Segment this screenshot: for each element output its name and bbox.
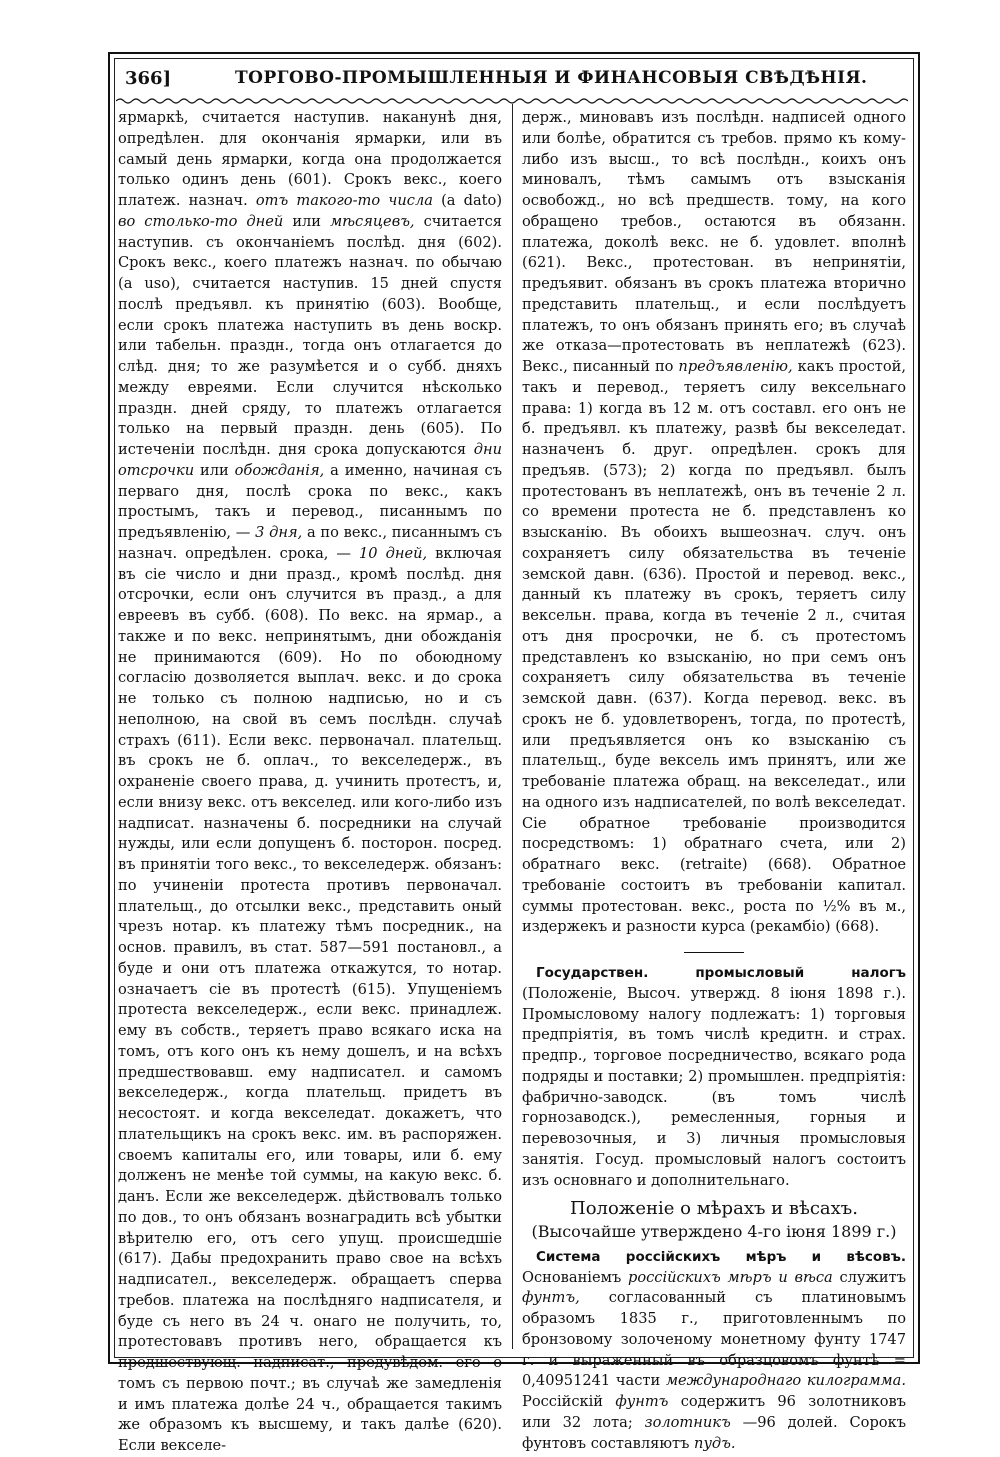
right-paragraph-measures: Система россійскихъ мѣръ и вѣсовъ. Основаніемъ россійскихъ мѣръ и вѣса служитъ фунтъ, согласованный съ платиновымъ образомъ 1835 г., приготовленнымъ по бронзовому золоченому монетному фунту 1747 г. и выраженный въ образцовомъ фунтѣ = 0,40951241 части международнаго килограмма. Россійскій фунтъ содержитъ 96 золотниковъ или 32 лота; золотникъ —96 долей. Сорокъ фунтовъ составляютъ пудъ.	[522, 1248, 906, 1452]
left-paragraph: ярмаркѣ, считается наступив. наканунѣ дня, опредѣлен. для окончанія ярмарки, или въ самый день ярмарки, когда она продолжается только одинъ день (601). Срокъ векс., коего платеж. назнач. отъ такого-то числа (a dato) во столько-то дней или мѣсяцевъ, считается наступив. съ окончаніемъ послѣд. дня (602). Срокъ векс., коего платежъ назнач. по обычаю (a uso), считается наступив. 15 дней спустя послѣ предъявл. къ принятію (603). Вообще, если срокъ платежа наступить въ день воскр. или табельн. праздн., тогда онъ отлагается до слѣд. дня; то же разумѣется и о субб. дняхъ между евреями. Если случится нѣсколько праздн. дней сряду, то платежъ отлагается только на первый праздн. день (605). По истеченіи послѣдн. дня срока допускаются дни отсрочки или обожданія, а именно, начиная съ перваго дня, послѣ срока по векс., какъ простымъ, такъ и перевод., писаннымъ по предъявленію, — 3 дня, а по векс., писаннымъ съ назнач. опредѣлен. срока, — 10 дней, включая въ сіе число и дни празд., кромѣ послѣд. дня отсрочки, если онъ случится въ празд., а для евреевъ въ субб. (608). По векс. на ярмар., а также и по векс. непринятымъ, дни обожданія не принимаются (609). Но по обоюдному согласію дозволяется выплач. векс. и до срока не только съ полною надписью, но и съ неполною, на свой въ семъ послѣдн. случаѣ страхъ (611). Если векс. первоначал. плательщ. въ срокъ не б. оплач., то векселедерж., въ охраненіе своего права, д. учинить протестъ, и, если внизу векс. отъ векселед. или кого-либо изъ надписат. назначены б. посредники на случай нужды, или если допущенъ б. посторон. посред. въ принятіи того векс., то векселедерж. обязанъ: по учиненіи протеста противъ первоначал. плательщ., до отсылки векс., представить оный чрезъ нотар. къ платежу тѣмъ посредник., на основ. правилъ, въ стат. 587—591 постановл., а буде и они отъ платежа откажутся, то нотар. означаетъ сіе въ протестѣ (615). Упущеніемъ протеста векселедерж., если векс. принадлеж. ему въ собств., теряетъ право всякаго иска на томъ, отъ кого онъ къ нему дошелъ, и на всѣхъ предшествовавш. ему надписател. и самомъ векселедерж., когда плательщ. придетъ въ несостоят. и когда векселедат. докажетъ, что плательщикъ на срокъ векс. им. въ распоряжен. своемъ капиталы его, или товары, или б. ему долженъ не менѣе той суммы, на какую векс. б. данъ. Если же векселедерж. дѣйствовалъ только по дов., то онъ обязанъ вознаградить всѣ убытки вѣрителю его, отъ сего упущ. происшедшіе (617). Дабы предохранить право свое на всѣхъ надписател., векселедерж. обращаетъ сперва требов. платежа на послѣдняго надписателя, и буде съ него въ 24 ч. онаго не получить, то, протестовавъ противъ него, обращается къ предшествующ. надписат., предувѣдом. его о томъ съ первою почт.; въ случаѣ же замедленія и имъ платежа долѣе 24 ч., обращается такимъ же образомъ къ высшему, и такъ далѣе (620). Если векселе-	[118, 109, 503, 1454]
left-column	[118, 108, 502, 1457]
right-paragraph-bills: держ., миновавъ изъ послѣдн. надписей одного или болѣе, обратится съ требов. прямо къ кому-либо изъ высш., то всѣ послѣдн., коихъ онъ миновалъ, тѣмъ самымъ отъ взысканія освобожд., но всѣ предшеств. тому, на кого обращено требов., остаются въ обязанн. платежа, доколѣ векс. не б. удовлет. вполнѣ (621). Векс., протестован. въ непринятіи, предъявит. обязанъ въ срокъ платежа вторично представить плательщ., и если послѣдуетъ платежъ, то онъ обязанъ принять его; въ случаѣ же отказа—протестовать въ неплатежѣ (623). Векс., писанный по предъявленію, какъ простой, такъ и перевод., теряетъ силу вексельнаго права: 1) когда въ 12 м. отъ составл. его онъ не б. предъявл. къ платежу, развѣ бы векселедат. назначенъ б. друг. опредѣлен. срокъ для предъяв. (573); 2) когда по предъявл. былъ протестованъ въ неплатежѣ, онъ въ теченіе 2 л. со времени протеста не б. представленъ ко взысканію. Въ обоихъ вышеознач. случ. онъ сохраняетъ силу обязательства въ теченіе земской давн. (636). Простой и перевод. векс., данный къ платежу въ срокъ, теряетъ силу вексельн. права, когда въ теченіе 2 л., считая отъ дня просрочки, не б. съ протестомъ представленъ ко взысканію, но при семъ онъ сохраняетъ силу обязательства въ теченіе земской давн. (637). Когда перевод. векс. въ срокъ не б. удовлетворенъ, тогда, по протестѣ, или предъявляется онъ ко взысканію съ плательщ., буде вексель имъ принятъ, или же требованіе платежа обращ. на векселедат., или на одного изъ надписателей, по волѣ векселедат. Сіе обратное требованіе производится посредствомъ: 1) обратнаго счета, или 2) обратнаго векс. (retraite) (668). Обратное требованіе состоитъ въ требованіи капитал. суммы протестован. векс., роста по ½% въ м., издержекъ и разности курса (рекамбіо) (668).	[522, 109, 907, 936]
section-subtitle-measures: (Высочайше утверждено 4-го іюня 1899 г.)	[531, 1222, 897, 1241]
page-number: 366]	[125, 68, 172, 89]
section-separator	[684, 952, 744, 953]
running-title: ТОРГОВО-ПРОМЫШЛЕННЫЯ И ФИНАНСОВЫЯ СВѢДѢНІЯ.	[235, 68, 868, 88]
right-column	[522, 108, 906, 1454]
section-title-measures: Положеніе о мѣрахъ и вѣсахъ.	[570, 1198, 858, 1220]
column-divider	[512, 104, 513, 1349]
page-header	[115, 68, 905, 94]
measures-system-heading: Система россійскихъ мѣръ и вѣсовъ.	[536, 1248, 906, 1265]
right-paragraph-trade-tax: Государствен. промысловый налогъ (Положеніе, Высоч. утвержд. 8 іюня 1898 г.). Промысловому налогу подлежатъ: 1) торговыя предпріятія, въ томъ числѣ кредитн. и страх. предпр., торговое посредничество, всякаго рода подряды и поставки; 2) промышлен. предпріятія: фабрично-заводск. (въ томъ числѣ горнозаводск.), ремесленныя, горныя и перевозочныя, и 3) личныя промысловыя занятія. Госуд. промысловый налогъ состоитъ изъ основнаго и дополнительнаго.	[522, 965, 906, 1189]
trade-tax-heading: Государствен. промысловый налогъ	[536, 965, 906, 981]
